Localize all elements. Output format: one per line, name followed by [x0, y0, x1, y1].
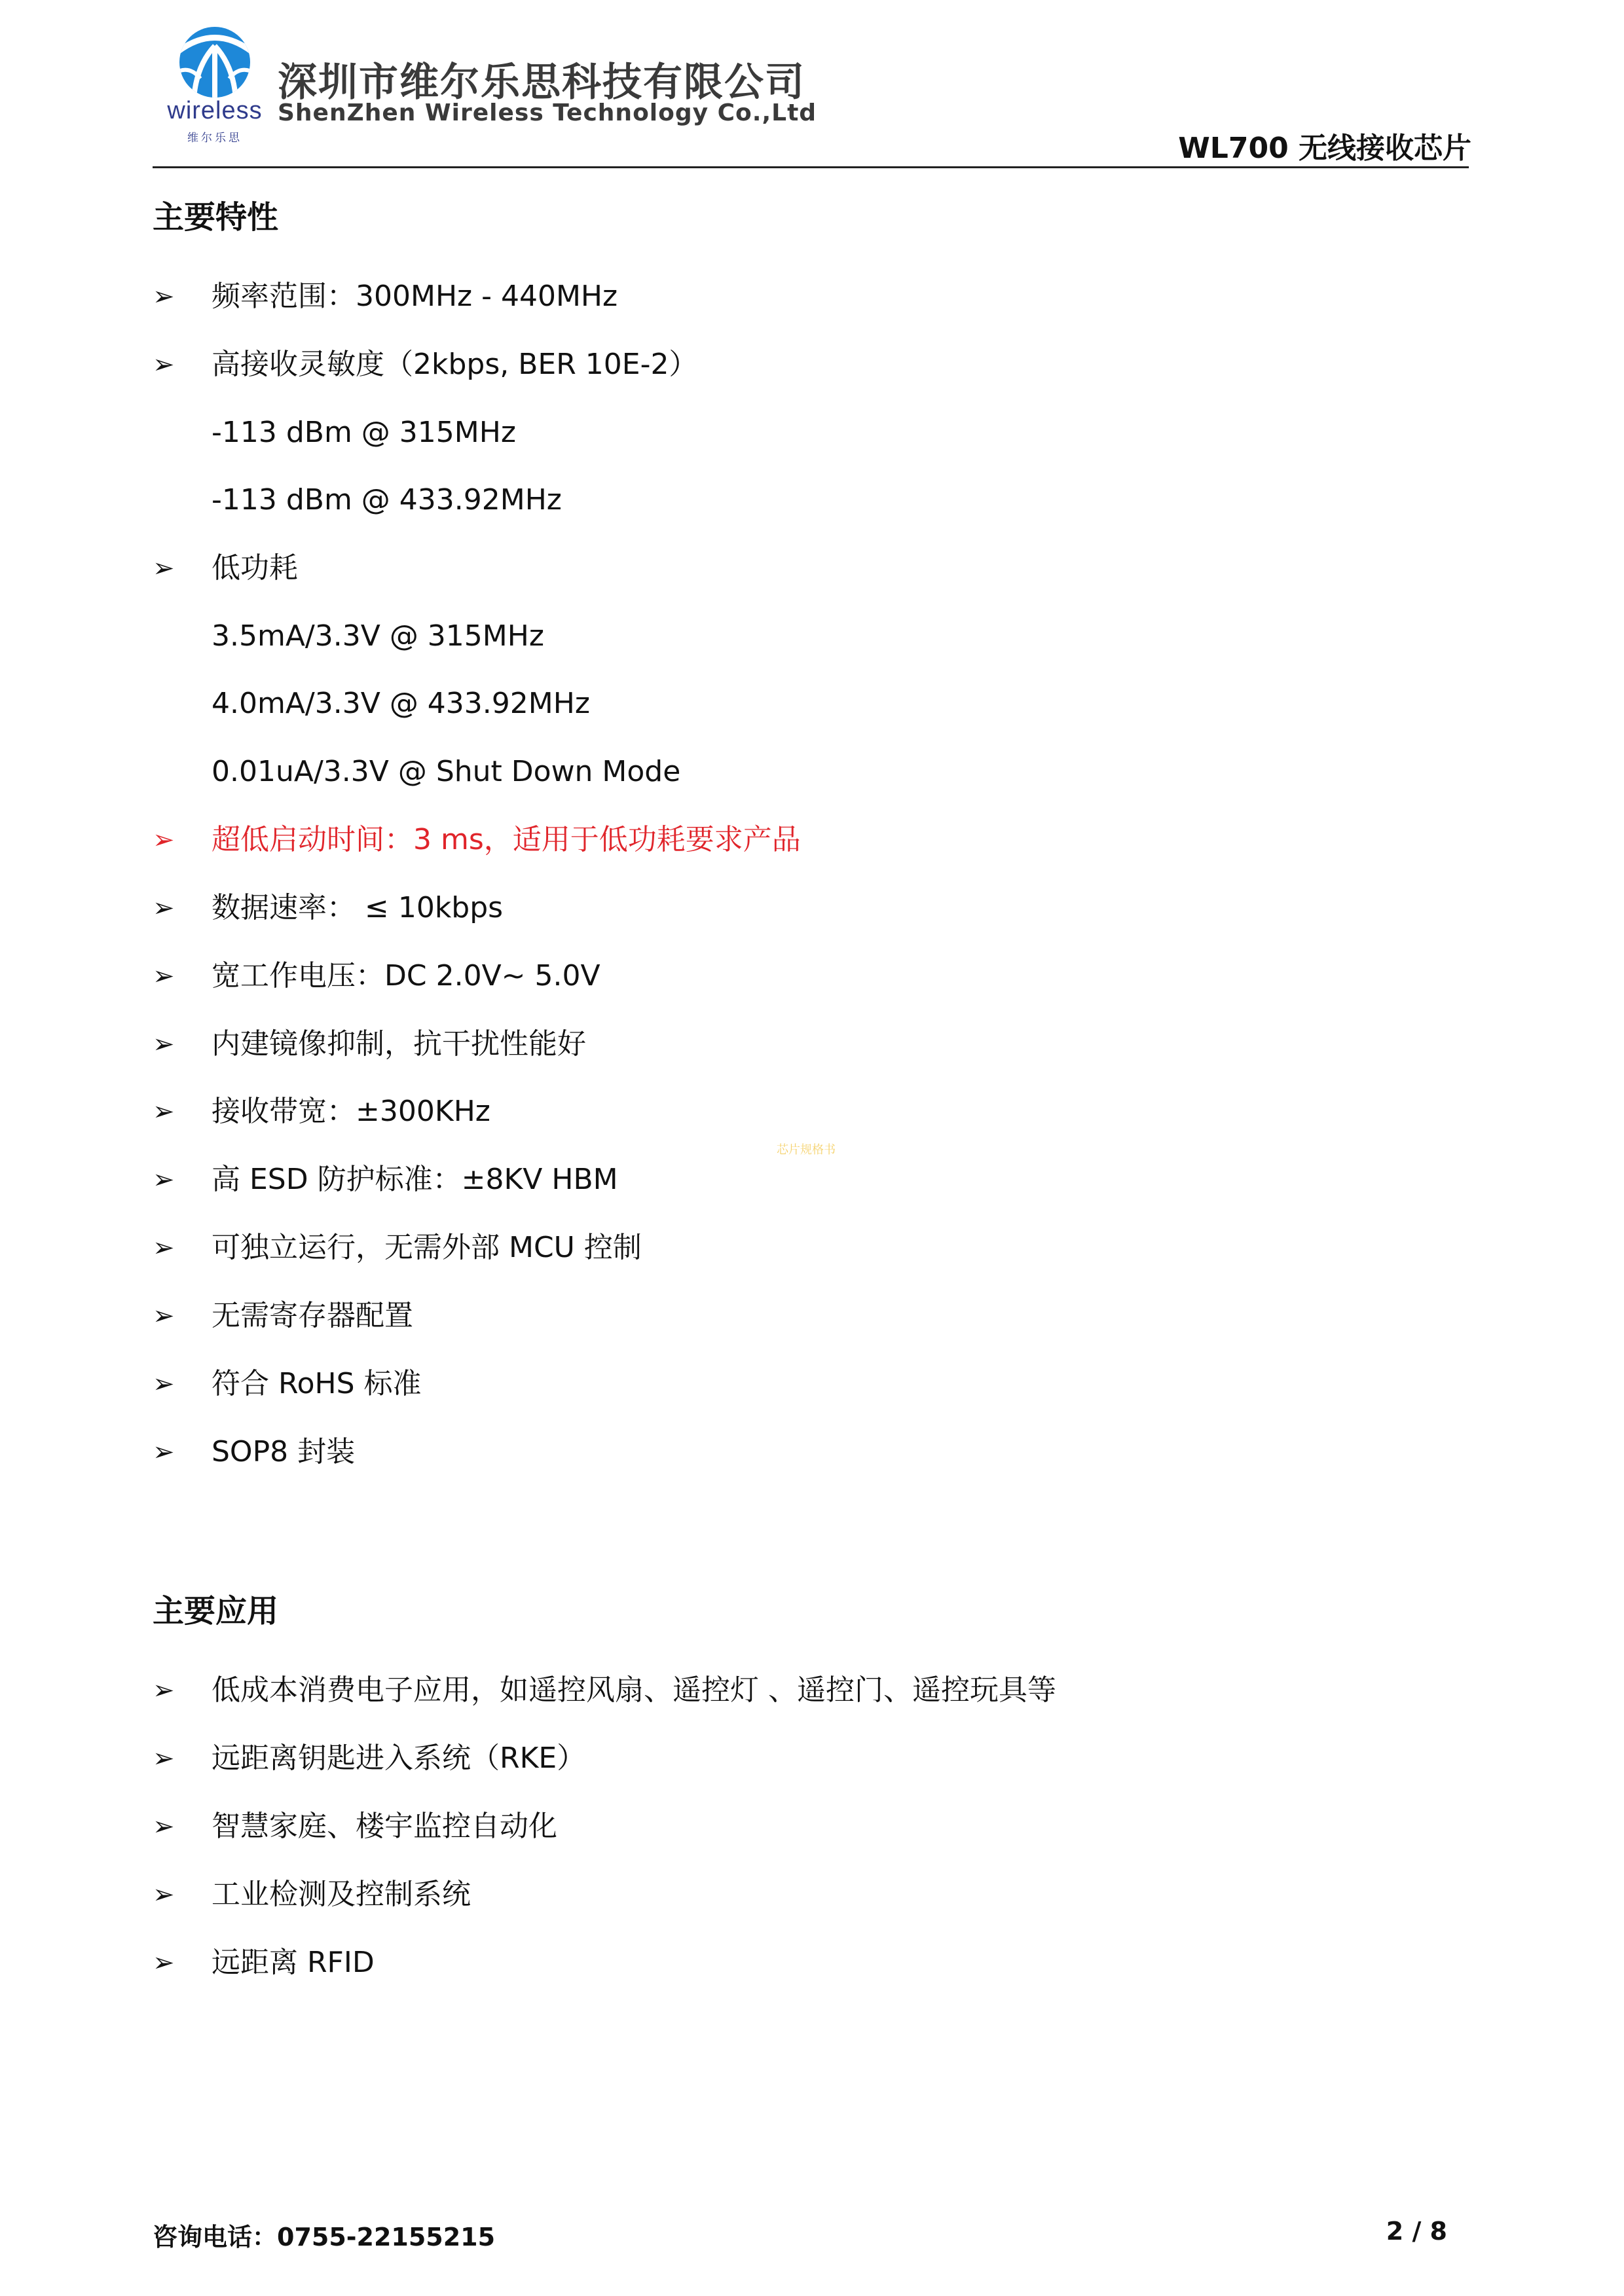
company-logo — [162, 26, 267, 145]
features-heading: 主要特性 — [153, 199, 279, 236]
arrow-bullet-icon: ➢ — [153, 282, 175, 312]
feature-text: 接收带宽：±300KHz — [212, 1095, 490, 1128]
feature-text: 3.5mA/3.3V @ 315MHz — [212, 619, 544, 653]
footer-page-number: 2 / 8 — [1386, 2217, 1447, 2246]
arrow-bullet-icon: ➢ — [153, 553, 175, 583]
arrow-bullet-icon: ➢ — [153, 1029, 175, 1059]
feature-text: 宽工作电压：DC 2.0V~ 5.0V — [212, 959, 600, 993]
feature-text: 数据速率： ≤ 10kbps — [212, 891, 504, 924]
application-text: 工业检测及控制系统 — [212, 1878, 471, 1911]
feature-text: 无需寄存器配置 — [212, 1299, 413, 1332]
arrow-bullet-icon: ➢ — [153, 961, 175, 991]
feature-text: -113 dBm @ 433.92MHz — [212, 483, 562, 517]
company-name-en: ShenZhen Wireless Technology Co.,Ltd — [278, 100, 817, 126]
wireless-logo-icon — [177, 26, 253, 98]
feature-text: 高 ESD 防护标准：±8KV HBM — [212, 1163, 618, 1196]
arrow-bullet-icon: ➢ — [153, 1948, 175, 1978]
feature-text: 高接收灵敏度（2kbps, BER 10E-2） — [212, 348, 698, 381]
arrow-bullet-icon: ➢ — [153, 1437, 175, 1467]
application-text: 低成本消费电子应用，如遥控风扇、遥控灯 、遥控门、遥控玩具等 — [212, 1673, 1056, 1707]
feature-text: 内建镜像抑制，抗干扰性能好 — [212, 1027, 586, 1061]
arrow-bullet-icon: ➢ — [153, 350, 175, 380]
feature-text: 4.0mA/3.3V @ 433.92MHz — [212, 687, 590, 720]
arrow-bullet-icon: ➢ — [153, 1165, 175, 1195]
arrow-bullet-icon: ➢ — [153, 1233, 175, 1263]
application-text: 智慧家庭、楼宇监控自动化 — [212, 1810, 557, 1843]
logo-wordmark: wireless — [167, 97, 263, 124]
feature-text: 符合 RoHS 标准 — [212, 1367, 422, 1400]
feature-text: 频率范围：300MHz - 440MHz — [212, 280, 618, 313]
arrow-bullet-icon: ➢ — [153, 1675, 175, 1705]
company-name-cn: 深圳市维尔乐思科技有限公司 — [278, 60, 805, 105]
document-title: WL700 无线接收芯片 — [1178, 132, 1471, 165]
arrow-bullet-icon: ➢ — [153, 1369, 175, 1399]
applications-heading: 主要应用 — [153, 1593, 279, 1630]
feature-text: -113 dBm @ 315MHz — [212, 416, 516, 449]
arrow-bullet-icon: ➢ — [153, 825, 175, 855]
arrow-bullet-icon: ➢ — [153, 1812, 175, 1842]
application-text: 远距离钥匙进入系统（RKE） — [212, 1741, 586, 1775]
feature-text: 0.01uA/3.3V @ Shut Down Mode — [212, 755, 681, 788]
arrow-bullet-icon: ➢ — [153, 1880, 175, 1910]
logo-wordmark-cn: 维尔乐思 — [187, 132, 242, 145]
arrow-bullet-icon: ➢ — [153, 1097, 175, 1127]
header-divider — [153, 166, 1469, 168]
application-text: 远距离 RFID — [212, 1946, 375, 1979]
feature-text: SOP8 封装 — [212, 1435, 356, 1468]
watermark-text: 芯片规格书 — [777, 1143, 836, 1157]
feature-text: 低功耗 — [212, 551, 298, 585]
feature-text: 超低启动时间：3 ms，适用于低功耗要求产品 — [212, 823, 801, 856]
footer-contact-phone: 咨询电话：0755-22155215 — [153, 2223, 496, 2251]
arrow-bullet-icon: ➢ — [153, 893, 175, 923]
feature-text: 可独立运行，无需外部 MCU 控制 — [212, 1231, 642, 1264]
arrow-bullet-icon: ➢ — [153, 1743, 175, 1774]
arrow-bullet-icon: ➢ — [153, 1301, 175, 1331]
